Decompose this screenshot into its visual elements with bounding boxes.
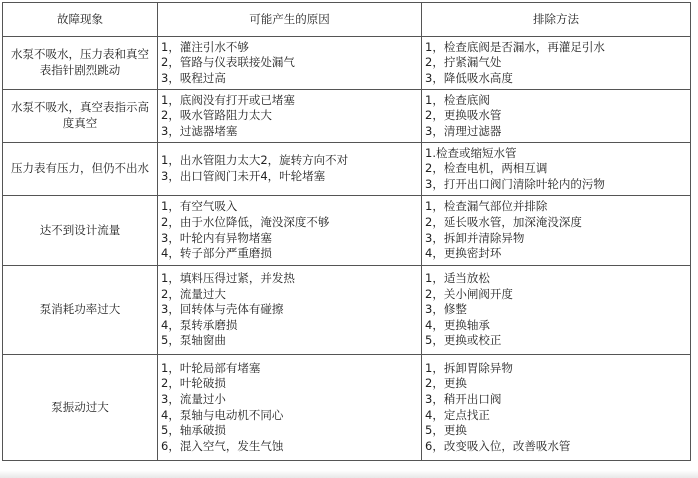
cause-item: 1，出水管阻力太大2，旋转方向不对 <box>161 153 349 168</box>
table-row <box>3 196 691 266</box>
cause-item: 1，有空气吸入 <box>161 199 238 214</box>
remedy-item: 5，更换 <box>425 423 467 438</box>
cause-item: 5，泵轴窗曲 <box>161 333 226 348</box>
remedy-cell <box>422 90 691 143</box>
cause-item: 5，轴承破损 <box>161 423 226 438</box>
cause-item: 3，回转体与壳体有碰擦 <box>161 302 284 317</box>
remedy-item: 1.检查或缩短水管 <box>425 145 517 160</box>
header-remedy: 排除方法 <box>422 3 691 37</box>
remedy-item: 5，更换或校正 <box>425 333 502 348</box>
remedy-item: 1，拆卸胃除异物 <box>425 360 513 375</box>
cause-item: 3，过滤器堵塞 <box>161 123 238 138</box>
fault-table <box>2 2 691 461</box>
remedy-item: 1，检查底阀 <box>425 92 490 107</box>
cause-item: 3，吸程过高 <box>161 70 226 85</box>
remedy-item: 1，检查漏气部位并排除 <box>425 199 548 214</box>
cause-item: 6，混入空气，发生气蚀 <box>161 438 284 453</box>
remedy-item: 1，适当放松 <box>425 271 490 286</box>
cause-item: 2，流量过大 <box>161 286 226 301</box>
remedy-item: 2，延长吸水管，加深淹没深度 <box>425 214 582 229</box>
remedy-cell <box>422 143 691 196</box>
table-row <box>3 143 691 196</box>
remedy-item: 4，更换密封环 <box>425 246 502 261</box>
symptom-cell: 泵振动过大 <box>3 355 158 461</box>
remedy-item: 4，更换轴承 <box>425 317 490 332</box>
cause-item: 4，转子部分严重磨损 <box>161 246 272 261</box>
remedy-item: 3，降低吸水高度 <box>425 70 513 85</box>
symptom-cell: 水泵不吸水，真空表指示高度真空 <box>3 90 158 143</box>
remedy-item: 2，拧紧漏气处 <box>425 55 502 70</box>
cause-cell <box>158 355 422 461</box>
remedy-item: 2，更换吸水管 <box>425 108 502 123</box>
cause-item: 1，底阀没有打开或已堵塞 <box>161 92 295 107</box>
cause-item: 1，叶轮局部有堵塞 <box>161 360 261 375</box>
cause-item: 2，叶轮破损 <box>161 376 226 391</box>
remedy-item: 2，检查电机，两相互调 <box>425 161 548 176</box>
cause-cell <box>158 37 422 90</box>
table-row <box>3 90 691 143</box>
symptom-cell: 泵消耗功率过大 <box>3 266 158 355</box>
remedy-cell <box>422 266 691 355</box>
header-row <box>3 3 691 37</box>
remedy-item: 3，清理过滤器 <box>425 123 502 138</box>
cause-item: 1，填料压得过紧，并发热 <box>161 271 295 286</box>
symptom-cell: 达不到设计流量 <box>3 196 158 266</box>
remedy-item: 3，拆卸并清除异物 <box>425 230 525 245</box>
cause-item: 1，灌注引水不够 <box>161 39 249 54</box>
remedy-cell <box>422 355 691 461</box>
cause-item: 2，吸水管路阻力太大 <box>161 108 272 123</box>
cause-cell <box>158 90 422 143</box>
cause-item: 4，泵轴与电动机不同心 <box>161 407 284 422</box>
bottom-edge-shadow <box>0 470 698 478</box>
cause-cell <box>158 143 422 196</box>
header-cause: 可能产生的原因 <box>158 3 422 37</box>
remedy-item: 3，稍开出口阀 <box>425 391 502 406</box>
remedy-item: 3，打开出口阀门清除叶轮内的污物 <box>425 176 605 191</box>
symptom-cell: 压力表有压力，但仍不出水 <box>3 143 158 196</box>
remedy-item: 2，关小闸阀开度 <box>425 286 513 301</box>
remedy-item: 3，修整 <box>425 302 467 317</box>
remedy-item: 2，更换 <box>425 376 467 391</box>
cause-item: 2，管路与仪表联接处漏气 <box>161 55 295 70</box>
table-row <box>3 37 691 90</box>
cause-item: 4，泵转承磨损 <box>161 317 238 332</box>
header-symptom: 故障现象 <box>3 3 158 37</box>
remedy-cell <box>422 37 691 90</box>
cause-item: 3，出口管阀门未开4，叶轮堵塞 <box>161 169 326 183</box>
cause-item: 3，流量过小 <box>161 391 226 406</box>
cause-cell <box>158 266 422 355</box>
symptom-cell: 水泵不吸水，压力表和真空表指针剧烈跳动 <box>3 37 158 90</box>
cause-cell <box>158 196 422 266</box>
remedy-item: 1，检查底阀是否漏水，再灌足引水 <box>425 39 605 54</box>
table-row <box>3 355 691 461</box>
table-row <box>3 266 691 355</box>
remedy-item: 4，定点找正 <box>425 407 490 422</box>
cause-item: 2，由于水位降低，淹没深度不够 <box>161 214 330 229</box>
remedy-cell <box>422 196 691 266</box>
cause-item: 3，叶轮内有异物堵塞 <box>161 230 272 245</box>
remedy-item: 6，改变吸入位，改善吸水管 <box>425 438 571 453</box>
